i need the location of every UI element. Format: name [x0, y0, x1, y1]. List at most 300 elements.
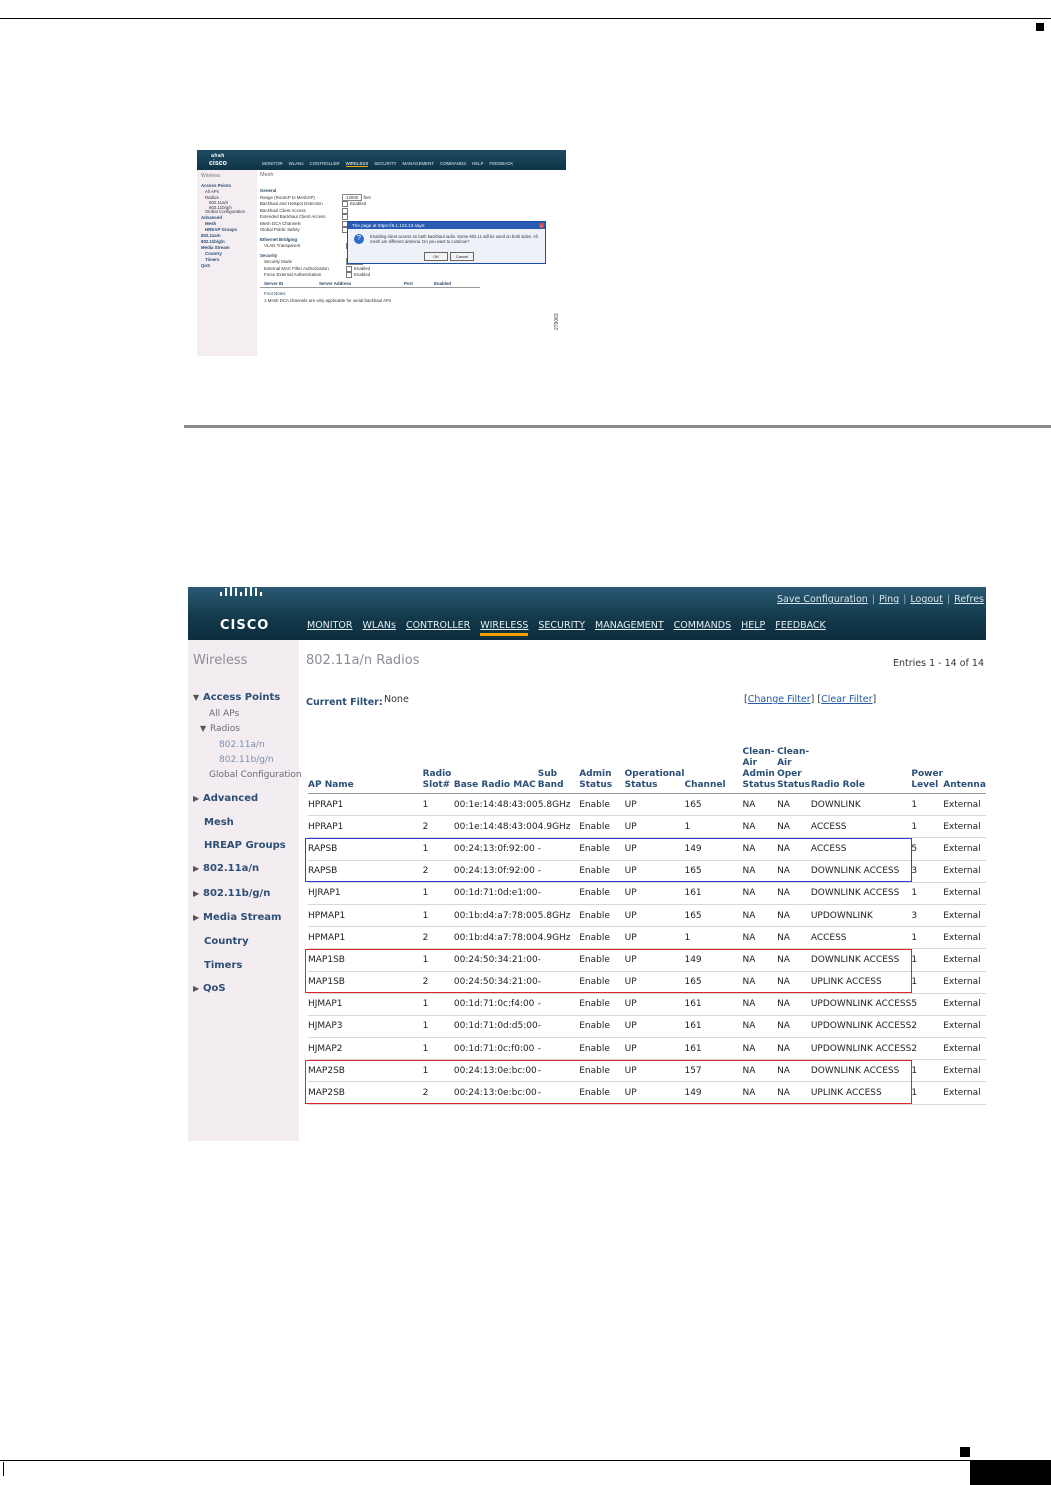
menu-commands[interactable]: COMMANDS: [439, 161, 467, 166]
cell-admin-status: Enable: [579, 1038, 624, 1060]
cell-radio-role: ACCESS: [811, 927, 912, 949]
cell-admin-status: Enable: [579, 904, 624, 926]
clear-filter-link[interactable]: Clear Filter: [821, 694, 873, 705]
bottom-left-tick: [3, 1462, 4, 1476]
vlan-row: VLAN Transparent: [260, 243, 560, 250]
col-cleanair-oper[interactable]: Clean-Air Oper Status: [777, 747, 811, 794]
nav-radios-b[interactable]: 802.11b/g/n: [209, 204, 232, 210]
nav-qos[interactable]: ▶ QoS: [193, 983, 226, 994]
cell-operational-status: UP: [625, 860, 685, 882]
cell-antenna: External: [943, 927, 986, 949]
menu-commands[interactable]: COMMANDS: [673, 620, 732, 631]
cell-radio-role: UPDOWNLINK ACCESS: [811, 1015, 912, 1037]
cell-power-level: 3: [911, 904, 943, 926]
col-cleanair-admin[interactable]: Clean-Air Admin Status: [743, 747, 778, 794]
cell-cleanair-oper: NA: [777, 882, 811, 904]
cell-radio-role: UPLINK ACCESS: [811, 1082, 912, 1104]
ap-name-link[interactable]: HJMAP3: [308, 1015, 423, 1037]
menu-security[interactable]: SECURITY: [538, 620, 586, 631]
cell-sub-band: -: [538, 882, 579, 904]
cell-channel: 1: [684, 927, 742, 949]
cell-antenna: External: [943, 949, 986, 971]
cell-operational-status: UP: [625, 1015, 685, 1037]
cell-antenna: External: [943, 1082, 986, 1104]
cell-radio-slot: 1: [423, 904, 454, 926]
cell-power-level: 1: [911, 971, 943, 993]
cell-sub-band: 4.9GHz: [538, 927, 579, 949]
col-sub-band[interactable]: Sub Band: [538, 747, 579, 794]
menu-wireless[interactable]: WIRELESS: [480, 620, 528, 636]
backhaul-detection-row: Backhaul and Hotspot Detection Enabled: [260, 201, 367, 207]
col-ap-name[interactable]: AP Name: [308, 747, 423, 794]
cell-base-radio-mac: 00:24:50:34:21:00: [454, 949, 538, 971]
cell-cleanair-admin: NA: [743, 860, 778, 882]
header-bar: [197, 150, 566, 170]
nav-80211b[interactable]: 802.11b/g/n: [201, 238, 225, 244]
cell-cleanair-oper: NA: [777, 904, 811, 926]
cell-cleanair-admin: NA: [743, 1038, 778, 1060]
ext-backhaul-row: Extended Backhaul Client Access: [260, 214, 560, 221]
highlight-box: [305, 949, 912, 993]
cell-operational-status: UP: [625, 971, 685, 993]
cell-radio-role: ACCESS: [811, 816, 912, 838]
ping-link[interactable]: Ping: [878, 594, 900, 605]
cell-cleanair-admin: NA: [743, 1082, 778, 1104]
top-corner-mark: [1036, 23, 1044, 31]
cell-antenna: External: [943, 1038, 986, 1060]
nav-access-points[interactable]: Access Points: [201, 183, 232, 188]
cell-base-radio-mac: 00:24:13:0e:bc:00: [454, 1060, 538, 1082]
main-menu: [262, 161, 519, 166]
top-links: Save Configuration | Ping | Logout | Refres: [777, 594, 984, 605]
cell-operational-status: UP: [625, 794, 685, 816]
checkbox[interactable]: [346, 272, 352, 278]
security-heading: Security: [260, 252, 278, 258]
cell-radio-slot: 2: [423, 1082, 454, 1104]
cell-sub-band: -: [538, 1060, 579, 1082]
change-filter-link[interactable]: Change Filter: [747, 694, 811, 705]
ap-name-link[interactable]: HPMAP1: [308, 904, 423, 926]
bottom-corner-mark: [960, 1447, 970, 1457]
cell-cleanair-admin: NA: [743, 882, 778, 904]
cell-channel: 165: [684, 904, 742, 926]
cell-radio-role: UPDOWNLINK ACCESS: [811, 993, 912, 1015]
cell-power-level: 5: [911, 993, 943, 1015]
refresh-link[interactable]: Refres: [954, 594, 984, 605]
cell-radio-slot: 1: [423, 1038, 454, 1060]
cell-operational-status: UP: [625, 1082, 685, 1104]
cell-cleanair-oper: NA: [777, 1060, 811, 1082]
cell-base-radio-mac: 00:24:13:0f:92:00: [454, 860, 538, 882]
checkbox[interactable]: [342, 214, 348, 220]
cell-antenna: External: [943, 838, 986, 860]
cell-radio-role: DOWNLINK ACCESS: [811, 1060, 912, 1082]
cell-base-radio-mac: 00:1e:14:48:43:00: [454, 816, 538, 838]
save-configuration-link[interactable]: Save Configuration: [777, 594, 868, 605]
ap-name-link[interactable]: HPRAP1: [308, 794, 423, 816]
checkbox[interactable]: [342, 208, 348, 214]
ap-name-link[interactable]: HJMAP2: [308, 1038, 423, 1060]
question-icon: ?: [354, 234, 364, 244]
entries-count: Entries 1 - 14 of 14: [893, 658, 984, 669]
nav-radios[interactable]: ▼ Radios: [200, 724, 240, 734]
nav-mesh[interactable]: Mesh: [204, 817, 234, 828]
confirm-dialog: [347, 221, 546, 264]
server-table-header: Server ID Server Address Port Enabled: [260, 281, 480, 289]
cell-operational-status: UP: [625, 838, 685, 860]
cell-cleanair-oper: NA: [777, 949, 811, 971]
menu-security[interactable]: SECURITY: [374, 161, 397, 166]
ap-name-link[interactable]: MAP1SB: [308, 971, 423, 993]
cell-base-radio-mac: 00:24:50:34:21:00: [454, 971, 538, 993]
cell-operational-status: UP: [625, 904, 685, 926]
nav-media-stream[interactable]: Media Stream: [201, 244, 230, 250]
cell-admin-status: Enable: [579, 993, 624, 1015]
cell-channel: 161: [684, 882, 742, 904]
nav-radios-a[interactable]: 802.11a/n: [209, 200, 229, 205]
cell-radio-slot: 1: [423, 993, 454, 1015]
cell-power-level: 2: [911, 1015, 943, 1037]
cell-antenna: External: [943, 860, 986, 882]
cell-admin-status: Enable: [579, 882, 624, 904]
sidebar-title: Wireless: [201, 173, 221, 179]
nav-country[interactable]: Country: [204, 936, 249, 947]
table-row: [308, 794, 986, 816]
expanded-triangle-icon: ▼: [193, 693, 200, 702]
cell-admin-status: Enable: [579, 794, 624, 816]
nav-qos[interactable]: QoS: [201, 262, 211, 268]
cell-admin-status: Enable: [579, 838, 624, 860]
cancel-button[interactable]: Cancel: [450, 252, 474, 261]
nav-country[interactable]: Country: [205, 250, 222, 256]
cell-power-level: 1: [911, 1082, 943, 1104]
cell-cleanair-oper: NA: [777, 860, 811, 882]
cell-cleanair-admin: NA: [743, 927, 778, 949]
menu-management[interactable]: MANAGEMENT: [402, 161, 434, 166]
backhaul-client-row: Backhaul Client Access: [260, 208, 560, 215]
menu-help[interactable]: HELP: [472, 161, 484, 166]
cell-radio-role: DOWNLINK ACCESS: [811, 860, 912, 882]
dialog-message: Enabling client access on both backhaul radio. Some 802.11 will be used on both sides. All mesh are different antenna. Do you want to continue?: [370, 234, 538, 244]
nav-advanced[interactable]: ▶ Advanced: [193, 793, 259, 804]
nav-access-points[interactable]: ▼ Access Points: [193, 692, 281, 703]
cell-radio-role: DOWNLINK: [811, 794, 912, 816]
nav-timers[interactable]: Timers: [204, 960, 243, 971]
cell-power-level: 3: [911, 860, 943, 882]
col-base-radio-mac[interactable]: Base Radio MAC: [454, 747, 538, 794]
logout-link[interactable]: Logout: [910, 594, 943, 605]
nav-global-config[interactable]: Global Configuration: [205, 209, 246, 214]
col-channel[interactable]: Channel: [684, 747, 742, 794]
page-title: Mesh: [260, 172, 274, 178]
sidebar-title: Wireless: [193, 653, 248, 668]
cell-power-level: 1: [911, 1060, 943, 1082]
menu-feedback[interactable]: FEEDBACK: [775, 620, 826, 631]
cell-admin-status: Enable: [579, 1060, 624, 1082]
cell-operational-status: UP: [625, 1060, 685, 1082]
cell-antenna: External: [943, 993, 986, 1015]
range-row: Range (RootAP to MeshAP) 12000 feet: [260, 194, 371, 200]
ap-name-link[interactable]: MAP2SB: [308, 1082, 423, 1104]
cell-base-radio-mac: 00:1e:14:48:43:00: [454, 794, 538, 816]
highlight-box: [305, 1060, 912, 1104]
cell-base-radio-mac: 00:1d:71:0c:f0:00: [454, 1038, 538, 1060]
collapsed-triangle-icon: ▶: [193, 794, 200, 803]
cell-admin-status: Enable: [579, 1015, 624, 1037]
table-header-row: [308, 747, 986, 794]
col-radio-role[interactable]: Radio Role: [811, 747, 912, 794]
cell-cleanair-admin: NA: [743, 993, 778, 1015]
cell-radio-slot: 2: [423, 816, 454, 838]
ext-mac-row: External MAC Filter Authorization Enabled: [264, 265, 371, 271]
cell-cleanair-oper: NA: [777, 838, 811, 860]
cisco-logo: CISCO: [220, 618, 270, 633]
cell-antenna: External: [943, 1015, 986, 1037]
ap-name-link[interactable]: RAPSB: [308, 838, 423, 860]
current-filter-value: None: [384, 694, 409, 705]
menu-management[interactable]: MANAGEMENT: [595, 620, 664, 631]
cell-radio-slot: 1: [423, 1015, 454, 1037]
cell-channel: 161: [684, 1038, 742, 1060]
dca-row: Mesh DCA Channels: [260, 221, 560, 228]
cell-cleanair-oper: NA: [777, 816, 811, 838]
cell-admin-status: Enable: [579, 927, 624, 949]
col-antenna[interactable]: Antenna: [943, 747, 986, 794]
menu-monitor[interactable]: MONITOR: [307, 620, 353, 631]
header-bar: [188, 587, 986, 640]
cell-cleanair-admin: NA: [743, 949, 778, 971]
menu-wireless[interactable]: WIRELESS: [345, 161, 369, 166]
cell-channel: 161: [684, 1015, 742, 1037]
menu-controller[interactable]: CONTROLLER: [405, 620, 471, 631]
col-admin-status[interactable]: Admin Status: [579, 747, 624, 794]
section-divider: [184, 425, 1051, 428]
cell-cleanair-admin: NA: [743, 1060, 778, 1082]
expanded-triangle-icon: ▼: [200, 724, 207, 733]
cell-base-radio-mac: 00:1d:71:0c:f4:00: [454, 993, 538, 1015]
cell-power-level: 1: [911, 927, 943, 949]
ap-name-link[interactable]: HPMAP1: [308, 927, 423, 949]
cell-sub-band: -: [538, 971, 579, 993]
cell-sub-band: -: [538, 1038, 579, 1060]
cell-radio-role: UPLINK ACCESS: [811, 971, 912, 993]
filter-links: [Change Filter] [Clear Filter]: [744, 694, 877, 705]
cell-operational-status: UP: [625, 816, 685, 838]
col-operational-status[interactable]: Operational Status: [625, 747, 685, 794]
cell-radio-slot: 1: [423, 949, 454, 971]
cell-admin-status: Enable: [579, 949, 624, 971]
sidebar: [197, 170, 257, 356]
nav-all-aps[interactable]: All APs: [209, 709, 240, 719]
cell-sub-band: -: [538, 838, 579, 860]
current-filter-label: Current Filter:: [306, 697, 383, 708]
cell-channel: 149: [684, 1082, 742, 1104]
ap-name-link[interactable]: MAP1SB: [308, 949, 423, 971]
cell-channel: 161: [684, 993, 742, 1015]
cell-radio-slot: 1: [423, 882, 454, 904]
cell-base-radio-mac: 00:1b:d4:a7:78:00: [454, 927, 538, 949]
cell-antenna: External: [943, 882, 986, 904]
top-rule: [0, 18, 1051, 19]
nav-80211an[interactable]: ▶ 802.11a/n: [193, 863, 260, 874]
cell-admin-status: Enable: [579, 1082, 624, 1104]
cell-cleanair-oper: NA: [777, 1038, 811, 1060]
ap-name-link[interactable]: HPRAP1: [308, 816, 423, 838]
public-safety-row: Global Public Safety: [260, 227, 560, 234]
table-row: [308, 882, 986, 904]
ok-button[interactable]: OK: [424, 252, 448, 261]
cell-cleanair-admin: NA: [743, 971, 778, 993]
nav-all-aps[interactable]: All APs: [205, 189, 219, 194]
nav-global-configuration[interactable]: Global Configuration: [209, 770, 302, 780]
cell-channel: 165: [684, 971, 742, 993]
force-ext-row: Force External Authentication Enabled: [264, 272, 371, 278]
cell-radio-slot: 1: [423, 1060, 454, 1082]
cell-cleanair-oper: NA: [777, 971, 811, 993]
cell-operational-status: UP: [625, 993, 685, 1015]
cell-radio-role: DOWNLINK ACCESS: [811, 882, 912, 904]
cell-admin-status: Enable: [579, 860, 624, 882]
footnote: 1 Mesh DCA channels are only applicable for serial backhaul APs: [264, 297, 392, 303]
ap-name-link[interactable]: HJRAP1: [308, 882, 423, 904]
cell-sub-band: 5.8GHz: [538, 794, 579, 816]
cell-radio-slot: 2: [423, 927, 454, 949]
cell-base-radio-mac: 00:1d:71:0d:e1:00: [454, 882, 538, 904]
col-power-level[interactable]: Power Level: [911, 747, 943, 794]
menu-wlans[interactable]: WLANs: [288, 161, 304, 166]
cell-channel: 1: [684, 816, 742, 838]
table-row: [308, 927, 986, 949]
table-row: [308, 904, 986, 926]
highlight-box: [305, 838, 912, 882]
page-number-tab: [970, 1460, 1051, 1485]
close-icon[interactable]: ×: [540, 223, 543, 228]
cell-sub-band: -: [538, 1082, 579, 1104]
menu-monitor[interactable]: MONITOR: [262, 161, 283, 166]
cell-base-radio-mac: 00:24:13:0e:bc:00: [454, 1082, 538, 1104]
cell-cleanair-admin: NA: [743, 1015, 778, 1037]
cell-base-radio-mac: 00:1d:71:0d:d5:00: [454, 1015, 538, 1037]
cell-admin-status: Enable: [579, 816, 624, 838]
table-row: [308, 1015, 986, 1037]
cell-radio-slot: 1: [423, 794, 454, 816]
cell-channel: 157: [684, 1060, 742, 1082]
col-radio-slot[interactable]: Radio Slot#: [423, 747, 454, 794]
cell-sub-band: -: [538, 993, 579, 1015]
nav-hreap[interactable]: HREAP Groups: [205, 226, 238, 232]
nav-80211a[interactable]: 802.11a/n: [201, 232, 221, 238]
cell-antenna: External: [943, 816, 986, 838]
cell-radio-slot: 1: [423, 838, 454, 860]
footnotes-label: Foot Notes: [264, 291, 286, 296]
cell-channel: 165: [684, 794, 742, 816]
security-mode-row: Security Mode: [260, 259, 560, 266]
cell-sub-band: 4.9GHz: [538, 816, 579, 838]
nav-radios[interactable]: Radios: [205, 195, 219, 200]
cell-power-level: 1: [911, 949, 943, 971]
collapsed-triangle-icon: ▶: [193, 864, 200, 873]
cell-power-level: 1: [911, 816, 943, 838]
cell-operational-status: UP: [625, 927, 685, 949]
ap-name-link[interactable]: HJMAP1: [308, 993, 423, 1015]
cell-radio-role: ACCESS: [811, 838, 912, 860]
cell-channel: 165: [684, 860, 742, 882]
cell-antenna: External: [943, 1060, 986, 1082]
bottom-rule: [0, 1460, 1051, 1461]
mesh-config-screenshot: [197, 150, 566, 356]
eth-bridging-heading: Ethernet Bridging: [260, 236, 298, 242]
cell-antenna: External: [943, 971, 986, 993]
ap-name-link[interactable]: RAPSB: [308, 860, 423, 882]
cell-radio-role: UPDOWNLINK: [811, 904, 912, 926]
main-menu: [307, 620, 836, 636]
cell-radio-slot: 2: [423, 860, 454, 882]
nav-timers[interactable]: Timers: [205, 256, 220, 262]
nav-hreap-groups[interactable]: HREAP Groups: [204, 840, 286, 851]
nav-media-stream[interactable]: ▶ Media Stream: [193, 912, 282, 923]
sidebar: [188, 640, 302, 1141]
cell-cleanair-admin: NA: [743, 816, 778, 838]
cell-antenna: External: [943, 904, 986, 926]
cell-channel: 149: [684, 838, 742, 860]
range-input[interactable]: 12000: [342, 194, 362, 201]
menu-controller[interactable]: CONTROLLER: [309, 161, 340, 166]
cell-cleanair-oper: NA: [777, 794, 811, 816]
nav-advanced[interactable]: Advanced: [201, 214, 222, 220]
cell-cleanair-admin: NA: [743, 904, 778, 926]
nav-mesh[interactable]: Mesh: [205, 220, 217, 226]
cell-radio-role: DOWNLINK ACCESS: [811, 949, 912, 971]
cell-radio-role: UPDOWNLINK ACCESS: [811, 1038, 912, 1060]
nav-radios-80211a[interactable]: 802.11a/n: [219, 740, 265, 750]
cell-sub-band: 5.8GHz: [538, 904, 579, 926]
radios-screenshot: [188, 587, 986, 1141]
cell-cleanair-oper: NA: [777, 1082, 811, 1104]
cell-cleanair-oper: NA: [777, 927, 811, 949]
menu-wlans[interactable]: WLANs: [362, 620, 396, 631]
table-row: [308, 816, 986, 838]
cell-sub-band: -: [538, 949, 579, 971]
page-title: 802.11a/n Radios: [306, 653, 420, 668]
cell-power-level: 1: [911, 794, 943, 816]
dialog-title: The page at https://9.1.122.13 says:: [348, 222, 545, 229]
ap-name-link[interactable]: MAP2SB: [308, 1060, 423, 1082]
cell-admin-status: Enable: [579, 971, 624, 993]
cell-cleanair-admin: NA: [743, 794, 778, 816]
checkbox[interactable]: [342, 201, 348, 207]
cell-sub-band: -: [538, 1015, 579, 1037]
table-row: [308, 1038, 986, 1060]
checkbox[interactable]: [346, 266, 352, 272]
cisco-logo: ahah cisco: [209, 153, 227, 167]
menu-help[interactable]: HELP: [741, 620, 766, 631]
cell-operational-status: UP: [625, 949, 685, 971]
cell-cleanair-oper: NA: [777, 1015, 811, 1037]
cell-radio-slot: 2: [423, 971, 454, 993]
cell-cleanair-oper: NA: [777, 993, 811, 1015]
cell-operational-status: UP: [625, 1038, 685, 1060]
nav-80211bgn[interactable]: ▶ 802.11b/g/n: [193, 888, 271, 899]
menu-feedback[interactable]: FEEDBACK: [489, 161, 514, 166]
cell-channel: 149: [684, 949, 742, 971]
nav-radios-80211b[interactable]: 802.11b/g/n: [219, 755, 274, 765]
radios-table: [308, 747, 986, 1105]
collapsed-triangle-icon: ▶: [193, 913, 200, 922]
collapsed-triangle-icon: ▶: [193, 889, 200, 898]
cell-base-radio-mac: 00:24:13:0f:92:00: [454, 838, 538, 860]
cell-power-level: 2: [911, 1038, 943, 1060]
cell-power-level: 5: [911, 838, 943, 860]
